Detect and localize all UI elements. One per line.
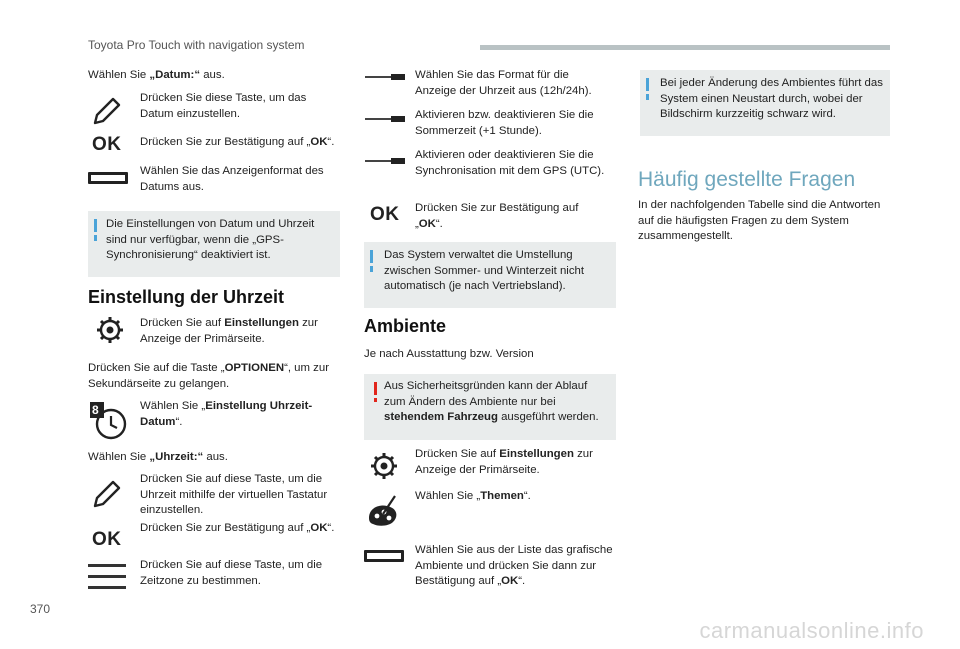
item-gps-sync: Aktivieren oder deaktivieren Sie die Synchronisation mit dem GPS (UTC). (415, 149, 605, 177)
pencil-icon (91, 478, 123, 510)
ok-icon: OK (370, 204, 400, 225)
list-box-icon (364, 550, 404, 562)
settings-gear-icon (369, 451, 399, 481)
item-ambiente-liste: Wählen Sie aus der Liste das grafische Ambiente und drücken Sie dann zur Bestätigung auf „OK“. (415, 544, 613, 587)
item-einstellungen: Drücken Sie auf Einstellungen zur Anzeige der Primärseite. (415, 448, 593, 476)
uhrzeit-intro: Wählen Sie „Uhrzeit:“ aus. (88, 451, 228, 463)
clock-settings-icon (90, 402, 128, 440)
info-icon (94, 219, 97, 232)
badge-number: 8 (92, 403, 99, 417)
warning-icon (374, 382, 377, 395)
running-header: Toyota Pro Touch with navigation system (88, 38, 305, 52)
optionen-text: Drücken Sie auf die Taste „OPTIONEN“, um zur Sekundärseite zu gelangen. (88, 362, 329, 390)
step-datum-ok: Drücken Sie zur Bestätigung auf „OK“. (140, 136, 335, 148)
heading-uhrzeit: Einstellung der Uhrzeit (88, 287, 285, 307)
settings-gear-icon (95, 315, 125, 345)
step-uhrzeit-set: Drücken Sie auf diese Taste, um die Uhrzeit mithilfe der virtuellen Tastatur einzustellen. (140, 473, 328, 516)
heading-ambiente: Ambiente (364, 316, 447, 336)
page-number: 370 (30, 602, 51, 616)
step-datum-set: Drücken Sie diese Taste, um das Datum einzustellen. (140, 92, 307, 120)
item-ok: Drücken Sie zur Bestätigung auf „OK“. (415, 202, 579, 230)
toggle-line-icon (365, 118, 405, 120)
toggle-line-icon (365, 160, 405, 162)
note-gps-sync: Die Einstellungen von Datum und Uhrzeit sind nur verfügbar, wenn die „GPS-Synchronisierung“ deaktiviert ist. (88, 211, 340, 277)
heading-faq: Häufig gestellte Fragen (638, 168, 856, 191)
datum-intro: Wählen Sie „Datum:“ aus. (88, 69, 225, 81)
ambiente-subtext: Je nach Ausstattung bzw. Version (364, 348, 534, 360)
step-uhrzeit-ok: Drücken Sie zur Bestätigung auf „OK“. (140, 522, 335, 534)
format-box-icon (88, 172, 128, 184)
toggle-line-icon (365, 76, 405, 78)
warning-safety: Aus Sicherheitsgründen kann der Ablauf zum Ändern des Ambiente nur bei stehendem Fahrzeug ausgeführt werden. (364, 374, 616, 440)
list-menu-icon (88, 564, 128, 589)
item-sommerzeit: Aktivieren bzw. deaktivieren Sie die Sommerzeit (+1 Stunde). (415, 109, 594, 137)
info-icon (646, 78, 649, 91)
step-zeitzone: Drücken Sie auf diese Taste, um die Zeitzone zu bestimmen. (140, 559, 323, 587)
item-themen: Wählen Sie „Themen“. (415, 490, 531, 502)
step-einstellungen: Drücken Sie auf Einstellungen zur Anzeige der Primärseite. (140, 317, 318, 345)
ok-icon: OK (92, 529, 122, 550)
pencil-icon (91, 95, 123, 127)
ok-icon: OK (92, 134, 122, 155)
faq-intro: In der nachfolgenden Tabelle sind die Antworten auf die häufigsten Fragen zu dem System zusammengestellt. (638, 199, 881, 242)
note-neustart: Bei jeder Änderung des Ambientes führt das System einen Neustart durch, wobei der Bildschirm kurzzeitig schwarz wird. (640, 70, 890, 136)
step-datum-format: Wählen Sie das Anzeigenformat des Datums aus. (140, 165, 324, 193)
note-sommerzeit: Das System verwaltet die Umstellung zwischen Sommer- und Winterzeit nicht automatisch (je nach Vertriebsland). (364, 242, 616, 308)
step-uhrzeit-datum: Wählen Sie „Einstellung Uhrzeit-Datum“. (140, 400, 313, 428)
info-icon (370, 250, 373, 263)
palette-theme-icon (365, 494, 403, 530)
item-format-12-24: Wählen Sie das Format für die Anzeige der Uhrzeit aus (12h/24h). (415, 69, 592, 97)
watermark: carmanualsonline.info (699, 618, 924, 643)
header-rule (480, 45, 890, 50)
